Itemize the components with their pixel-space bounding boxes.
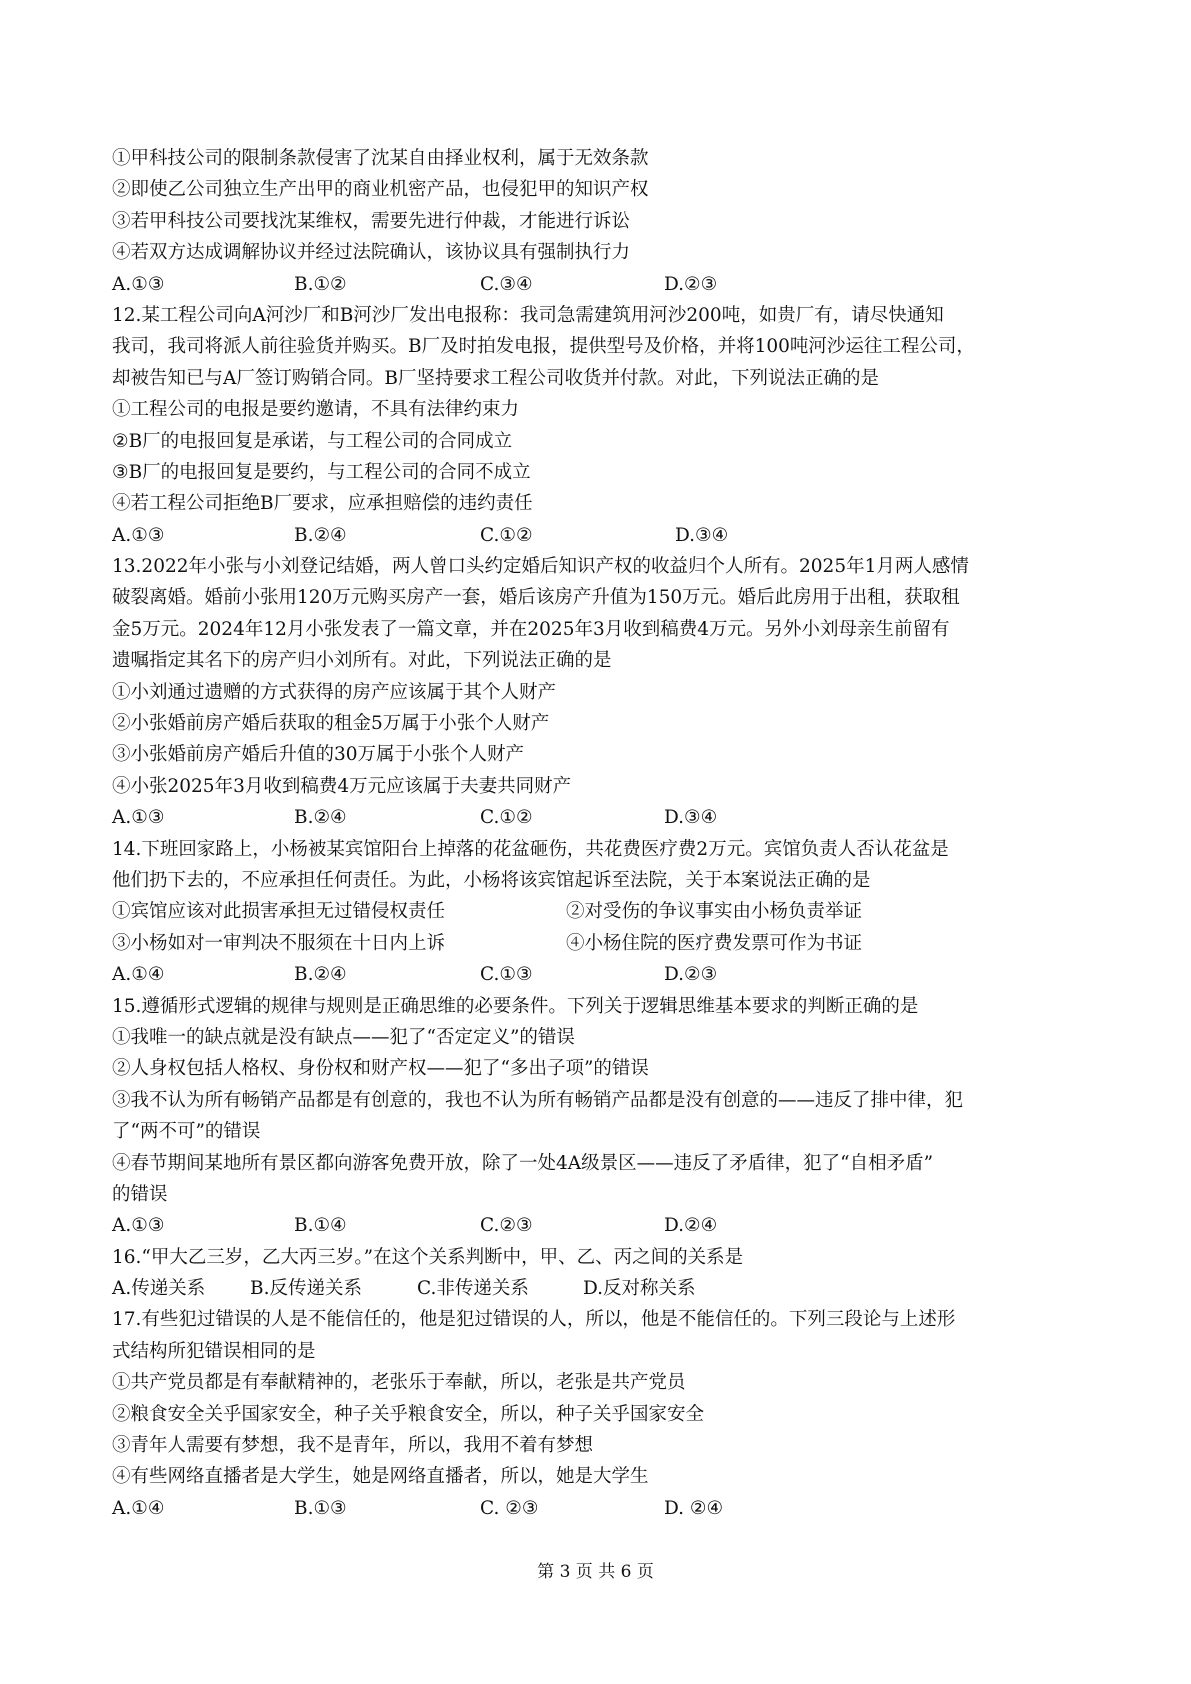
q13-item: ②小张婚前房产婚后获取的租金5万属于小张个人财产: [112, 713, 550, 735]
q14-stem: 14.下班回家路上，小杨被某宾馆阳台上掉落的花盆砸伤，共花费医疗费2万元。宾馆负责人否认花盆是: [112, 838, 949, 860]
q11-item: ③若甲科技公司要找沈某维权，需要先进行仲裁，才能进行诉讼: [112, 210, 631, 232]
q15-item: ③我不认为所有畅销产品都是有创意的，我也不认为所有畅销产品都是没有创意的——违反了排中律，犯: [112, 1089, 964, 1111]
q17-option-b: B.①③: [294, 1497, 347, 1519]
q12-option-d: D.③④: [675, 524, 729, 546]
q14-stem: 他们扔下去的，不应承担任何责任。为此，小杨将该宾馆起诉至法院，关于本案说法正确的是: [112, 869, 871, 891]
q13-item: ①小刘通过遗赠的方式获得的房产应该属于其个人财产: [112, 681, 557, 703]
q12-options: [112, 520, 1087, 551]
q15-stem: 15.遵循形式逻辑的规律与规则是正确思维的必要条件。下列关于逻辑思维基本要求的判断正确的是: [112, 995, 919, 1017]
q17-item: ②粮食安全关乎国家安全，种子关乎粮食安全，所以，种子关乎国家安全: [112, 1403, 705, 1425]
q16-option-a: A.传递关系: [112, 1278, 206, 1300]
q13-stem: 金5万元。2024年12月小张发表了一篇文章，并在2025年3月收到稿费4万元。另外小刘母亲生前留有: [112, 618, 950, 640]
q13-stem: 遗嘱指定其名下的房产归小刘所有。对此，下列说法正确的是: [112, 650, 612, 672]
q17-option-d: D. ②④: [664, 1497, 724, 1519]
q12-stem: 我司，我司将派人前往验货并购买。B厂及时拍发电报，提供型号及价格，并将100吨河沙运往工程公司，: [112, 336, 975, 358]
q12-item: ①工程公司的电报是要约邀请，不具有法律约束力: [112, 399, 520, 421]
q14-option-a: A.①④: [112, 964, 165, 986]
q17-item: ①共产党员都是有奉献精神的，老张乐于奉献，所以，老张是共产党员: [112, 1372, 686, 1394]
q13-option-d: D.③④: [664, 807, 718, 829]
q14-option-c: C.①③: [480, 964, 533, 986]
q14-item: ④小杨住院的医疗费发票可作为书证: [566, 932, 863, 954]
q15-option-d: D.②④: [664, 1215, 718, 1237]
q11-option-b: B.①②: [294, 273, 347, 295]
q12-option-a: A.①③: [112, 524, 165, 546]
q14-item: ②对受伤的争议事实由小杨负责举证: [566, 901, 863, 923]
q15-option-a: A.①③: [112, 1215, 165, 1237]
question-content: [112, 143, 1087, 1524]
q11-option-c: C.③④: [480, 273, 533, 295]
q13-option-b: B.②④: [294, 807, 347, 829]
q11-option-a: A.①③: [112, 273, 165, 295]
q15-item: ④春节期间某地所有景区都向游客免费开放，除了一处4A级景区——违反了矛盾律，犯了“自相矛盾”: [112, 1152, 934, 1174]
q14-option-b: B.②④: [294, 964, 347, 986]
page-number: 第 3 页 共 6 页: [537, 1562, 654, 1582]
q12-item: ③B厂的电报回复是要约，与工程公司的合同不成立: [112, 461, 531, 483]
q13-option-c: C.①②: [480, 807, 533, 829]
q14-item: ③小杨如对一审判决不服须在十日内上诉: [112, 932, 446, 954]
q11-option-d: D.②③: [664, 273, 718, 295]
q11-item: ④若双方达成调解协议并经过法院确认，该协议具有强制执行力: [112, 242, 631, 264]
q12-stem: 却被告知已与A厂签订购销合同。B厂坚持要求工程公司收货并付款。对此，下列说法正确的是: [112, 367, 879, 389]
q15-item: 了“两不可”的错误: [112, 1121, 261, 1143]
q16-option-b: B.反传递关系: [250, 1278, 362, 1300]
q11-options: [112, 269, 1087, 300]
q12-item: ④若工程公司拒绝B厂要求，应承担赔偿的违约责任: [112, 493, 533, 515]
q14-item-row: [112, 928, 1087, 959]
q15-option-b: B.①④: [294, 1215, 347, 1237]
q15-item: ②人身权包括人格权、身份权和财产权——犯了“多出子项”的错误: [112, 1058, 649, 1080]
q12-option-c: C.①②: [480, 524, 533, 546]
q13-item: ④小张2025年3月收到稿费4万元应该属于夫妻共同财产: [112, 775, 572, 797]
q15-item: ①我唯一的缺点就是没有缺点——犯了“否定定义”的错误: [112, 1026, 575, 1048]
q14-item: ①宾馆应该对此损害承担无过错侵权责任: [112, 901, 446, 923]
q13-option-a: A.①③: [112, 807, 165, 829]
q13-stem: 13.2022年小张与小刘登记结婚，两人曾口头约定婚后知识产权的收益归个人所有。2025年1月两人感情: [112, 556, 969, 578]
q15-option-c: C.②③: [480, 1215, 533, 1237]
q17-stem: 17.有些犯过错误的人是不能信任的，他是犯过错误的人，所以，他是不能信任的。下列三段论与上述形: [112, 1309, 956, 1331]
q13-stem: 破裂离婚。婚前小张用120万元购买房产一套，婚后该房产升值为150万元。婚后此房用于出租，获取租: [112, 587, 960, 609]
q13-options: [112, 802, 1087, 833]
q12-item: ②B厂的电报回复是承诺，与工程公司的合同成立: [112, 430, 513, 452]
q14-option-d: D.②③: [664, 964, 718, 986]
q13-item: ③小张婚前房产婚后升值的30万属于小张个人财产: [112, 744, 525, 766]
q12-stem: 12.某工程公司向A河沙厂和B河沙厂发出电报称：我司急需建筑用河沙200吨，如贵厂有，请尽快通知: [112, 304, 944, 326]
q14-options: [112, 959, 1087, 990]
q17-option-a: A.①④: [112, 1497, 165, 1519]
q16-option-c: C.非传递关系: [417, 1278, 529, 1300]
q15-options: [112, 1210, 1087, 1241]
q17-item: ③青年人需要有梦想，我不是青年，所以，我用不着有梦想: [112, 1435, 594, 1457]
q17-item: ④有些网络直播者是大学生，她是网络直播者，所以，她是大学生: [112, 1466, 649, 1488]
q11-item: ①甲科技公司的限制条款侵害了沈某自由择业权利，属于无效条款: [112, 148, 649, 169]
q17-option-c: C. ②③: [480, 1497, 539, 1519]
q12-option-b: B.②④: [294, 524, 347, 546]
q17-options: [112, 1493, 1087, 1524]
q15-item: 的错误: [112, 1183, 168, 1205]
q14-item-row: [112, 896, 1087, 927]
q17-stem: 式结构所犯错误相同的是: [112, 1340, 316, 1362]
q16-option-d: D.反对称关系: [583, 1278, 696, 1300]
q16-options: [112, 1273, 1087, 1304]
q16-stem: 16.“甲大乙三岁，乙大丙三岁。”在这个关系判断中，甲、乙、丙之间的关系是: [112, 1246, 744, 1268]
q11-item: ②即使乙公司独立生产出甲的商业机密产品，也侵犯甲的知识产权: [112, 179, 649, 201]
